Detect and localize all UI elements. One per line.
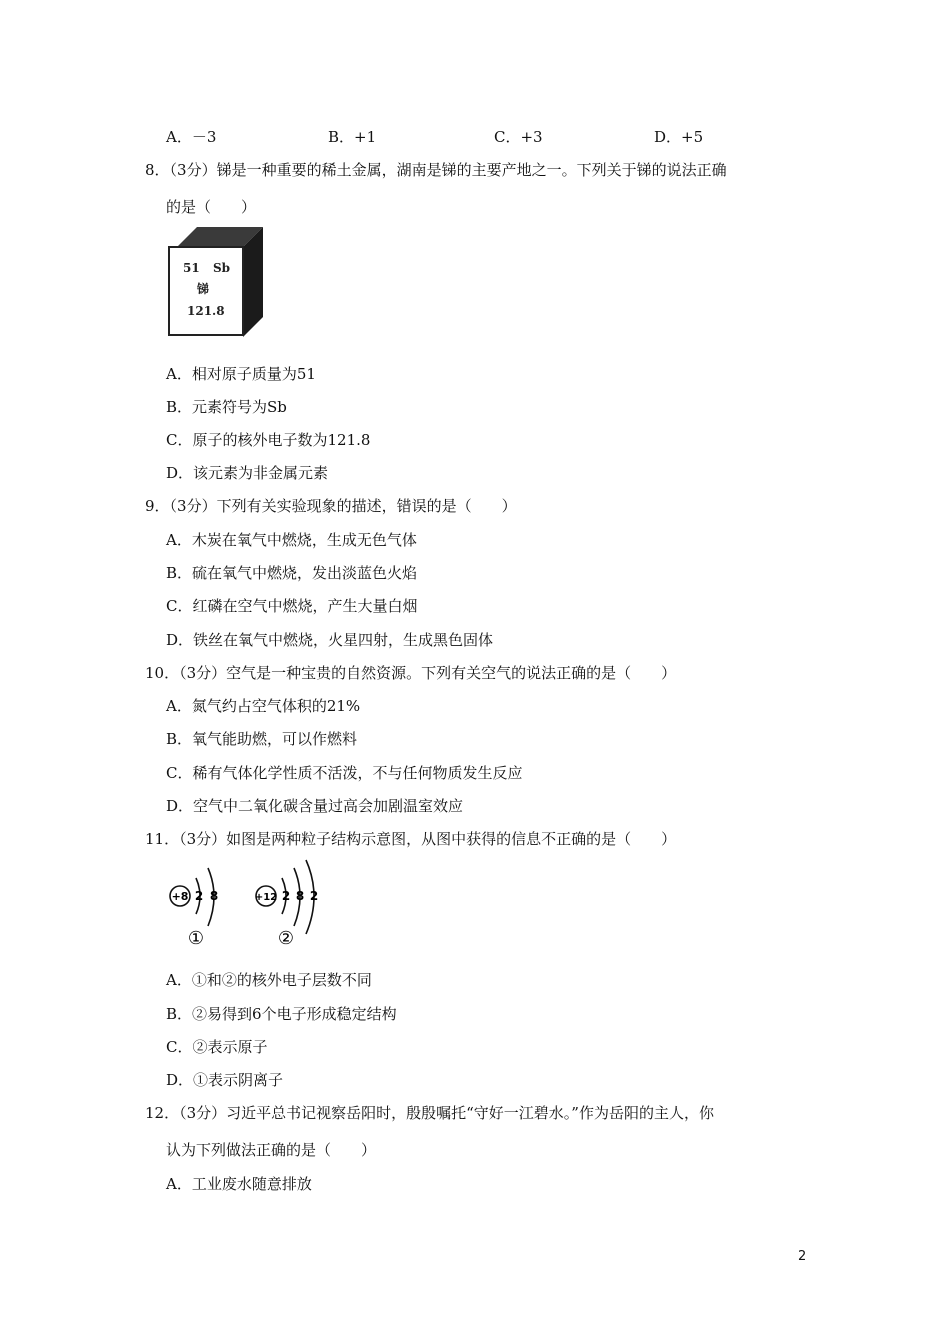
particle-structure-diagram	[166, 858, 336, 950]
particle-1-nucleus-charge: +8	[171, 890, 189, 903]
q12-stem-line1: 12．（3分）习近平总书记视察岳阳时，殷殷嘱托“守好一江碧水。”作为岳阳的主人，你	[145, 1104, 714, 1122]
q7-option-d: D．+5	[654, 128, 704, 146]
particle-2-nucleus-charge: +12	[254, 892, 278, 903]
particle-2-shell-2-count: 8	[295, 889, 305, 903]
particle-1-label: ①	[187, 928, 205, 949]
q11-option-d: D．①表示阴离子	[166, 1071, 284, 1089]
q9-stem: 9．（3分）下列有关实验现象的描述，错误的是（ ）	[145, 497, 517, 515]
q8-option-b: B．元素符号为Sb	[166, 398, 287, 416]
page-number: 2	[798, 1249, 807, 1264]
particle-2	[255, 860, 318, 949]
particle-2-label: ②	[277, 928, 295, 949]
q8-option-d: D．该元素为非金属元素	[166, 464, 329, 482]
q8-stem-line1: 8．（3分）锑是一种重要的稀土金属，湖南是锑的主要产地之一。下列关于锑的说法正确	[145, 161, 727, 179]
card-atomic-number: 51	[183, 261, 200, 275]
q10-option-b: B．氧气能助燃，可以作燃料	[166, 730, 358, 748]
q7-option-c: C．+3	[494, 128, 543, 146]
particle-1	[170, 868, 218, 949]
q9-option-d: D．铁丝在氧气中燃烧，火星四射，生成黑色固体	[166, 631, 494, 649]
q12-option-a: A．工业废水随意排放	[166, 1175, 312, 1193]
q10-option-d: D．空气中二氧化碳含量过高会加剧温室效应	[166, 797, 464, 815]
q12-stem-line2: 认为下列做法正确的是（ ）	[166, 1141, 377, 1159]
q11-option-a: A．①和②的核外电子层数不同	[166, 971, 372, 989]
q7-option-b: B．+1	[328, 128, 377, 146]
particle-1-shell-1-count: 2	[194, 889, 204, 903]
q9-option-b: B．硫在氧气中燃烧，发出淡蓝色火焰	[166, 564, 418, 582]
card-symbol: Sb	[213, 261, 231, 275]
q9-option-c: C．红磷在空气中燃烧，产生大量白烟	[166, 597, 418, 615]
q11-stem: 11．（3分）如图是两种粒子结构示意图，从图中获得的信息不正确的是（ ）	[145, 830, 677, 848]
q7-option-a: A．－3	[166, 128, 217, 146]
particle-1-shell-2-count: 8	[209, 889, 219, 903]
element-card-antimony	[167, 225, 265, 337]
q8-option-a: A．相对原子质量为51	[166, 365, 316, 383]
q8-option-c: C．原子的核外电子数为121.8	[166, 431, 371, 449]
q8-stem-line2: 的是（ ）	[166, 198, 257, 216]
q11-option-b: B．②易得到6个电子形成稳定结构	[166, 1005, 397, 1023]
q10-option-c: C．稀有气体化学性质不活泼，不与任何物质发生反应	[166, 764, 523, 782]
q9-option-a: A．木炭在氧气中燃烧，生成无色气体	[166, 531, 417, 549]
card-atomic-mass: 121.8	[187, 304, 225, 318]
particle-2-shell-1-count: 2	[281, 889, 291, 903]
q10-option-a: A．氮气约占空气体积的21%	[166, 697, 361, 715]
card-element-name: 锑	[197, 282, 210, 296]
q11-option-c: C．②表示原子	[166, 1038, 268, 1056]
q10-stem: 10．（3分）空气是一种宝贵的自然资源。下列有关空气的说法正确的是（ ）	[145, 664, 677, 682]
particle-2-shell-3-count: 2	[309, 889, 319, 903]
